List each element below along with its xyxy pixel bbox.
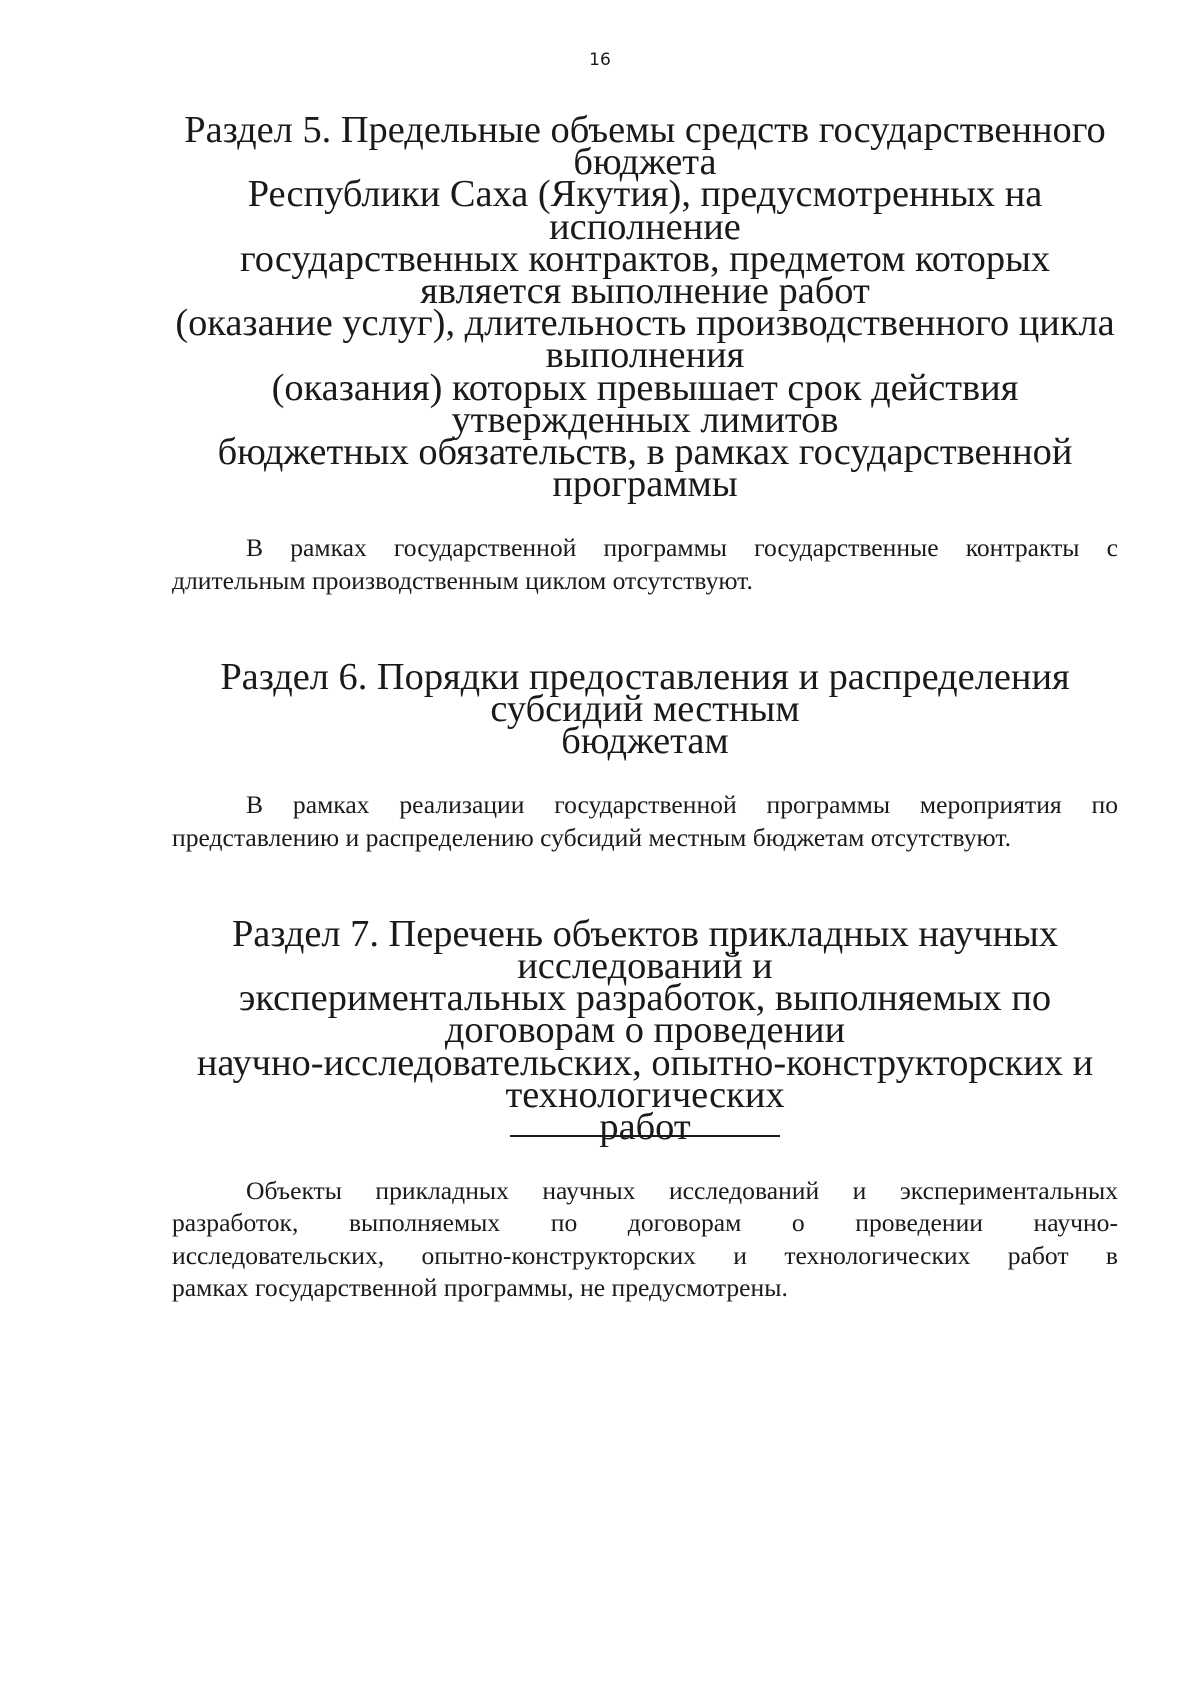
section-7-body (172, 1175, 1118, 1304)
heading-line: (оказание услуг), длительность производственного цикла выполнения (175, 302, 1115, 377)
heading-line: Раздел 5. Предельные объемы средств государственного бюджета (184, 109, 1106, 184)
body-line: Объекты прикладных научных исследований и экспериментальных (246, 1176, 1118, 1206)
heading-line: работ (599, 1106, 691, 1149)
section-7-heading (172, 912, 1118, 1149)
section-5-body: В рамках государственной программы государственные контракты с длительным производственным циклом отсутствуют. (172, 533, 1118, 595)
heading-line: научно-исследовательских, опытно-конструкторских и технологических (196, 1041, 1094, 1116)
section-5-heading (172, 109, 1118, 506)
heading-line: Республики Саха (Якутия), предусмотренных на исполнение (247, 173, 1043, 248)
heading-line: Раздел 6. Порядки предоставления и распределения субсидий местным (220, 655, 1070, 731)
section-6-body: В рамках реализации государственной программы мероприятия по представлению и распределению субсидий местным бюджетам отсутствуют. (172, 790, 1118, 852)
heading-line: бюджетных обязательств, в рамках государственной программы (217, 431, 1073, 506)
heading-line: экспериментальных разработок, выполняемых по договорам о проведении (238, 977, 1052, 1052)
heading-line: (оказания) которых превышает срок действия утвержденных лимитов (271, 366, 1019, 441)
body-line: разработок, выполняемых по договорам о проведении научно- (172, 1208, 1118, 1238)
document-body (172, 109, 1118, 1304)
end-of-document-rule (510, 1135, 780, 1137)
body-line: рамках государственной программы, не предусмотрены. (172, 1272, 788, 1302)
heading-line: бюджетам (561, 720, 729, 763)
section-6-heading (172, 655, 1118, 763)
heading-line: государственных контрактов, предметом которых является выполнение работ (239, 237, 1051, 313)
heading-line: Раздел 7. Перечень объектов прикладных научных исследований и (231, 912, 1059, 988)
page-number: 16 (589, 50, 611, 70)
body-line: исследовательских, опытно-конструкторских и технологических работ в (172, 1240, 1118, 1270)
